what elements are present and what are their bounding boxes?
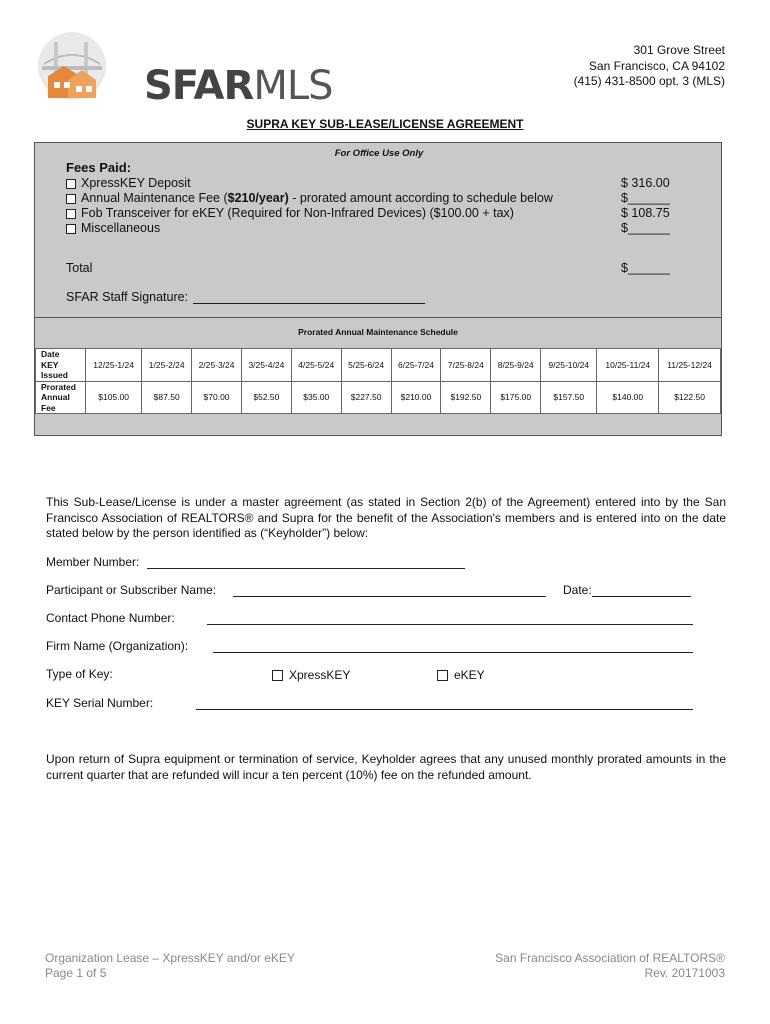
total-label: Total	[66, 261, 93, 275]
date-cell: 3/25-4/24	[241, 349, 291, 382]
staff-signature-line[interactable]	[193, 303, 425, 304]
table-row	[36, 381, 721, 414]
fee-cell: $227.50	[341, 381, 391, 414]
ekey-checkbox[interactable]	[437, 670, 448, 681]
fee-cell: $210.00	[391, 381, 441, 414]
fee-cell: $52.50	[241, 381, 291, 414]
member-number-field[interactable]	[147, 568, 465, 569]
date-cell: 11/25-12/24	[659, 349, 721, 382]
date-label: Date:	[563, 583, 592, 597]
ekey-option[interactable]	[437, 668, 485, 682]
fee-cell: $105.00	[86, 381, 142, 414]
row-header-line: KEY	[41, 359, 59, 370]
fee-cell: $87.50	[142, 381, 192, 414]
miscellaneous-checkbox[interactable]	[66, 224, 76, 234]
fob-transceiver-checkbox[interactable]	[66, 209, 76, 219]
return-policy-paragraph: Upon return of Supra equipment or termination of service, Keyholder agrees that any unused monthly prorated amounts in the current quarter that are refunded will incur a ten percent (10%) fee on the refunded amount.	[46, 752, 726, 782]
date-cell: 6/25-7/24	[391, 349, 441, 382]
fee-row-fob-transceiver	[66, 206, 514, 221]
fee-cell: $35.00	[291, 381, 341, 414]
fee-label: XpressKEY Deposit	[81, 176, 191, 190]
fee-cell: $157.50	[541, 381, 597, 414]
total-amount: $______	[621, 261, 670, 275]
footer-right	[495, 951, 725, 980]
date-cell: 12/25-1/24	[86, 349, 142, 382]
footer-org-name: San Francisco Association of REALTORS®	[495, 951, 725, 965]
footer-doc-name: Organization Lease – XpressKEY and/or eKEY	[45, 951, 295, 965]
prorated-schedule-table	[35, 348, 721, 414]
address-phone: (415) 431-8500 opt. 3 (MLS)	[573, 74, 725, 88]
footer-revision: Rev. 20171003	[644, 965, 725, 980]
firm-name-field[interactable]	[213, 652, 693, 653]
fee-amount: $ 316.00	[621, 176, 670, 190]
fee-cell: $70.00	[192, 381, 242, 414]
fee-amount: $______	[621, 191, 670, 205]
date-cell: 1/25-2/24	[142, 349, 192, 382]
fee-cell: $122.50	[659, 381, 721, 414]
office-use-note: For Office Use Only	[334, 148, 424, 159]
date-cell: 4/25-5/24	[291, 349, 341, 382]
fee-label: Miscellaneous	[81, 221, 161, 235]
date-field[interactable]	[592, 596, 691, 597]
footer-page-number: Page 1 of 5	[45, 965, 107, 980]
row-header-line: Issued	[41, 370, 68, 380]
date-cell: 8/25-9/24	[491, 349, 541, 382]
address-city: San Francisco, CA 94102	[588, 58, 725, 73]
date-cell: 2/25-3/24	[192, 349, 242, 382]
fee-amount: $______	[621, 221, 670, 235]
row-header-line: Fee	[41, 402, 56, 413]
row-header-line: Prorated	[41, 381, 76, 392]
key-serial-field[interactable]	[196, 709, 693, 710]
fee-cell: $192.50	[441, 381, 491, 414]
xpresskey-checkbox[interactable]	[272, 670, 283, 681]
fee-row-xpresskey-deposit	[66, 176, 191, 191]
schedule-title: Prorated Annual Maintenance Schedule	[298, 327, 458, 337]
box-divider	[35, 317, 721, 318]
golden-gate-bridge-icon	[34, 26, 110, 106]
fee-label: Fob Transceiver for eKEY (Required for Non-Infrared Devices) ($100.00 + tax)	[81, 206, 514, 220]
fees-paid-label: Fees Paid:	[66, 160, 132, 175]
participant-name-field[interactable]	[233, 596, 546, 597]
contact-phone-label: Contact Phone Number:	[46, 611, 175, 625]
row-header-line: Date	[41, 349, 60, 359]
contact-phone-field[interactable]	[207, 624, 693, 625]
table-row	[36, 349, 721, 382]
date-cell: 5/25-6/24	[341, 349, 391, 382]
address-block	[574, 43, 725, 90]
row-header-date-issued	[36, 349, 86, 382]
xpresskey-deposit-checkbox[interactable]	[66, 179, 76, 189]
fee-cell: $140.00	[597, 381, 659, 414]
staff-signature-label: SFAR Staff Signature:	[66, 290, 189, 304]
type-of-key-label: Type of Key:	[46, 667, 113, 681]
intro-paragraph: This Sub-Lease/License is under a master agreement (as stated in Section 2(b) of the Agreement) entered into by the San Francisco Association of REALTORS® and Supra for the benefit of the Association's members and is entered into on the date stated below by the person identified as (“Keyholder”) below:	[46, 495, 726, 540]
logo-mls: MLS	[253, 63, 333, 109]
fee-label-post: - prorated amount according to schedule below	[288, 191, 553, 205]
row-header-prorated-fee	[36, 381, 86, 414]
date-cell: 7/25-8/24	[441, 349, 491, 382]
key-serial-label: KEY Serial Number:	[46, 696, 154, 710]
date-cell: 10/25-11/24	[597, 349, 659, 382]
member-number-label: Member Number:	[46, 555, 140, 569]
logo-sfar: SFAR	[144, 63, 254, 109]
participant-name-label: Participant or Subscriber Name:	[46, 583, 217, 597]
xpresskey-option[interactable]	[272, 668, 350, 682]
fee-label-bold: $210/year)	[227, 191, 289, 205]
footer-left	[45, 951, 295, 980]
document-title: SUPRA KEY SUB-LEASE/LICENSE AGREEMENT	[246, 117, 524, 131]
fee-amount: $ 108.75	[621, 206, 670, 220]
logo-wordmark	[144, 62, 333, 110]
fee-cell: $175.00	[491, 381, 541, 414]
fee-row-miscellaneous	[66, 221, 160, 236]
row-header-line: Annual	[41, 392, 70, 402]
fee-row-annual-maintenance	[66, 191, 553, 206]
fee-label-pre: Annual Maintenance Fee (	[81, 191, 228, 205]
xpresskey-option-label: XpressKEY	[289, 668, 351, 682]
date-cell: 9/25-10/24	[541, 349, 597, 382]
address-street: 301 Grove Street	[633, 43, 725, 57]
ekey-option-label: eKEY	[454, 668, 485, 682]
office-use-box	[34, 142, 722, 436]
annual-maintenance-checkbox[interactable]	[66, 194, 76, 204]
sfar-mls-logo	[34, 26, 333, 109]
firm-name-label: Firm Name (Organization):	[46, 639, 189, 653]
